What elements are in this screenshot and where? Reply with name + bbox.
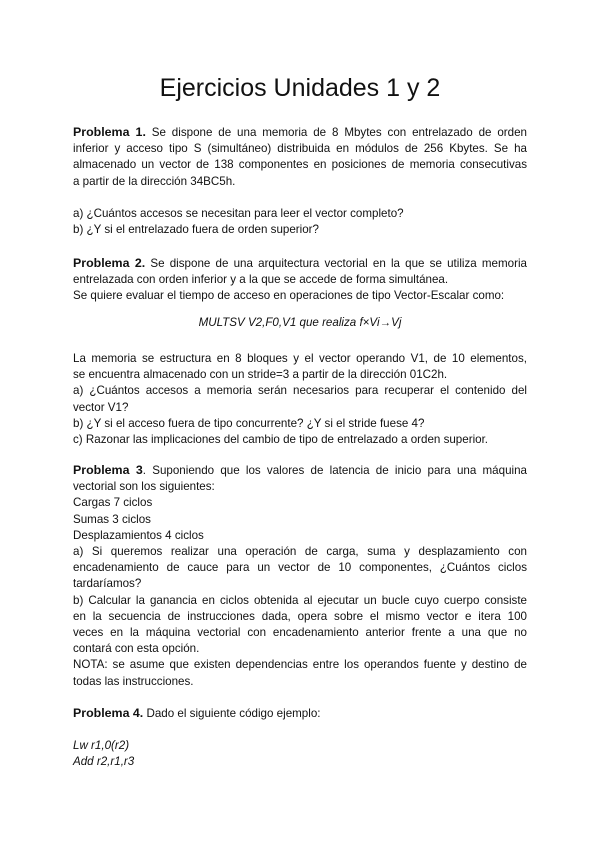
problem-2-body (73, 351, 527, 448)
problem-3-line-8: tardaríamos? (73, 577, 142, 591)
problem-3-line-2: vectorial son los siguientes: (73, 480, 215, 494)
problem-3-line-6: a) Si queremos realizar una operación de carga, suma y desplazamiento con (73, 545, 527, 559)
problem-3 (73, 462, 527, 690)
problem-4-code (73, 738, 527, 770)
problem-1 (73, 124, 527, 190)
problem-2 (73, 255, 527, 305)
problem-2-body-line-3: a) ¿Cuántos accesos a memoria serán necesarios para recuperar el contenido del (73, 384, 527, 398)
problem-2-body-line-2: se encuentra almacenado con un stride=3 a partir de la dirección 01C2h. (73, 368, 448, 382)
problem-2-formula: MULTSV V2,F0,V1 que realiza f×Vi→Vj (198, 316, 402, 329)
problem-2-body-line-1: La memoria se estructura en 8 bloques y el vector operando V1, de 10 elementos, (73, 352, 527, 365)
problem-2-body-line-5: b) ¿Y si el acceso fuera de tipo concurrente? ¿Y si el stride fuese 4? (73, 416, 425, 430)
code-line-2: Add r2,r1,r3 (73, 755, 135, 769)
problem-3-line-1: Problema 3. Suponiendo que los valores de latencia de inicio para una máquina (73, 463, 527, 477)
problem-1-questions (73, 206, 527, 238)
problem-3-heading: Problema 3 (73, 463, 143, 477)
problem-3-line-3: Cargas 7 ciclos (73, 496, 153, 510)
page-title: Ejercicios Unidades 1 y 2 (159, 74, 441, 102)
problem-1-line-4: a partir de la dirección 34BC5h. (73, 174, 236, 188)
problem-1-question-a: a) ¿Cuántos accesos se necesitan para leer el vector completo? (73, 207, 404, 220)
problem-1-line-2: inferior y acceso tipo S (simultáneo) distribuida en módulos de 256 Kbytes. Se ha (73, 142, 527, 156)
problem-4-heading: Problema 4. (73, 706, 144, 720)
problem-1-line-1: Problema 1. Se dispone de una memoria de 8 Mbytes con entrelazado de orden (73, 125, 527, 139)
problem-2-body-line-4: vector V1? (73, 400, 129, 414)
problem-1-heading: Problema 1. (73, 125, 146, 139)
problem-2-line-2: entrelazada con orden inferior y a la que se accede de forma simultánea. (73, 273, 449, 287)
problem-3-line-12: contará con esta opción. (73, 642, 200, 656)
problem-3-line-7: encadenamiento de cauce para un vector de 10 componentes, ¿Cuántos ciclos (73, 561, 527, 575)
problem-2-line-1: Problema 2. Se dispone de una arquitectura vectorial en la que se utiliza memoria (73, 256, 527, 270)
problem-1-line-3: almacenado un vector de 138 componentes en posiciones de memoria consecutivas (73, 158, 527, 172)
problem-1-question-b: b) ¿Y si el entrelazado fuera de orden superior? (73, 223, 319, 237)
problem-3-line-13: NOTA: se asume que existen dependencias entre los operandos fuente y destino de (73, 658, 527, 672)
problem-3-line-14: todas las instrucciones. (73, 674, 194, 688)
problem-3-line-9: b) Calcular la ganancia en ciclos obtenida al ejecutar un bucle cuyo cuerpo consiste (73, 593, 527, 607)
problem-2-line-3: Se quiere evaluar el tiempo de acceso en operaciones de tipo Vector-Escalar como: (73, 289, 505, 303)
problem-3-line-10: en la secuencia de instrucciones dada, opera sobre el mismo vector e itera 100 (73, 609, 527, 623)
code-line-1: Lw r1,0(r2) (73, 739, 130, 752)
problem-2-heading: Problema 2. (73, 256, 146, 270)
problem-4-line-1: Problema 4. Dado el siguiente código ejemplo: (73, 706, 321, 720)
problem-3-line-11: veces en la máquina vectorial con encadenamiento anterior frente a una que no (73, 626, 527, 640)
problem-3-line-5: Desplazamientos 4 ciclos (73, 528, 204, 542)
problem-2-body-line-6: c) Razonar las implicaciones del cambio de tipo de entrelazado a orden superior. (73, 433, 489, 447)
problem-3-line-4: Sumas 3 ciclos (73, 512, 151, 526)
problem-4 (73, 705, 527, 722)
